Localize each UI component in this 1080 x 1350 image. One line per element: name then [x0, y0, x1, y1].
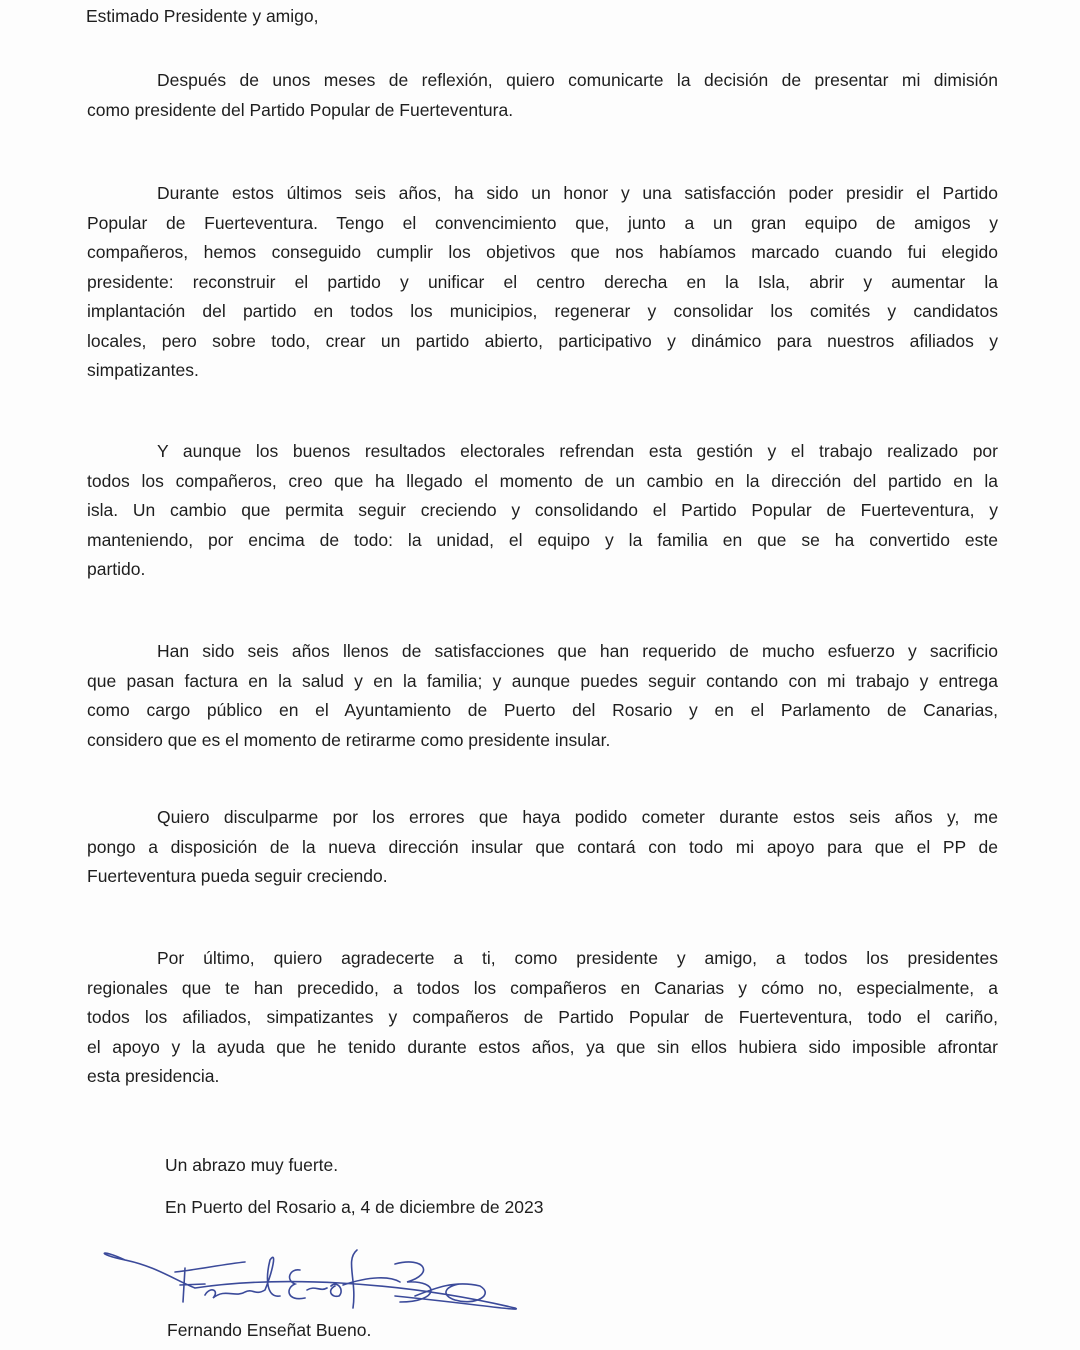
- text-line: todos los compañeros, creo que ha llegado el momento de un cambio en la dirección del partido en la: [87, 470, 998, 491]
- text-line: Después de unos meses de reflexión, quiero comunicarte la decisión de presentar mi dimisión: [157, 70, 998, 90]
- place-date: En Puerto del Rosario a, 4 de diciembre de 2023: [165, 1197, 544, 1217]
- text-line: partido.: [87, 559, 146, 579]
- text-line: considero que es el momento de retirarme como presidente insular.: [87, 729, 611, 750]
- paragraph: [87, 803, 998, 892]
- text-line: locales, pero sobre todo, crear un partido abierto, participativo y dinámico para nuestros afiliados y: [87, 330, 998, 351]
- paragraph: [87, 179, 998, 386]
- text-line: pongo a disposición de la nueva dirección insular que contará con todo mi apoyo para que el PP de: [87, 836, 998, 857]
- text-line: Quiero disculparme por los errores que haya podido cometer durante estos seis años y, me: [157, 807, 998, 827]
- salutation: Estimado Presidente y amigo,: [86, 6, 319, 26]
- text-line: Fuerteventura pueda seguir creciendo.: [87, 866, 388, 886]
- text-line: isla. Un cambio que permita seguir creciendo y consolidando el Partido Popular de Fuerteventura, y: [87, 500, 998, 520]
- paragraph: [87, 66, 998, 125]
- text-line: que pasan factura en la salud y en la familia; y aunque puedes seguir contando con mi trabajo y entrega: [87, 670, 998, 691]
- text-line: implantación del partido en todos los municipios, regenerar y consolidar los comités y candidatos: [87, 301, 998, 321]
- text-line: Han sido seis años llenos de satisfacciones que han requerido de mucho esfuerzo y sacrificio: [157, 641, 998, 661]
- signatory-name: Fernando Enseñat Bueno.: [167, 1320, 372, 1340]
- text-line: presidente: reconstruir el partido y unificar el centro derecha en la Isla, abrir y aumentar la: [87, 271, 998, 292]
- text-line: manteniendo, por encima de todo: la unidad, el equipo y la familia en que se ha convertido este: [87, 529, 998, 550]
- text-line: Durante estos últimos seis años, ha sido un honor y una satisfacción poder presidir el Partido: [157, 183, 998, 203]
- paragraph: [87, 944, 998, 1092]
- text-line: compañeros, hemos conseguido cumplir los objetivos que nos habíamos marcado cuando fui elegido: [87, 242, 998, 262]
- text-line: como presidente del Partido Popular de Fuerteventura.: [87, 99, 514, 120]
- text-line: el apoyo y la ayuda que he tenido durante estos años, ya que sin ellos hubiera sido imposible afrontar: [87, 1036, 998, 1057]
- text-line: esta presidencia.: [87, 1066, 220, 1086]
- paragraph: [87, 637, 998, 755]
- text-line: como cargo público en el Ayuntamiento de Puerto del Rosario y en el Parlamento de Canarias,: [87, 700, 998, 720]
- text-line: Y aunque los buenos resultados electorales refrendan esta gestión y el trabajo realizado por: [157, 441, 998, 461]
- text-line: Popular de Fuerteventura. Tengo el convencimiento que, junto a un gran equipo de amigos y: [87, 212, 998, 233]
- closing: Un abrazo muy fuerte.: [165, 1155, 339, 1175]
- text-line: simpatizantes.: [87, 360, 199, 380]
- signature-image: [95, 1240, 535, 1320]
- paragraph: [87, 437, 998, 585]
- text-line: todos los afiliados, simpatizantes y compañeros de Partido Popular de Fuerteventura, todo el cariño,: [87, 1007, 998, 1027]
- text-line: Por último, quiero agradecerte a ti, como presidente y amigo, a todos los presidentes: [157, 948, 998, 968]
- text-line: regionales que te han precedido, a todos los compañeros en Canarias y cómo no, especialmente, a: [87, 977, 998, 998]
